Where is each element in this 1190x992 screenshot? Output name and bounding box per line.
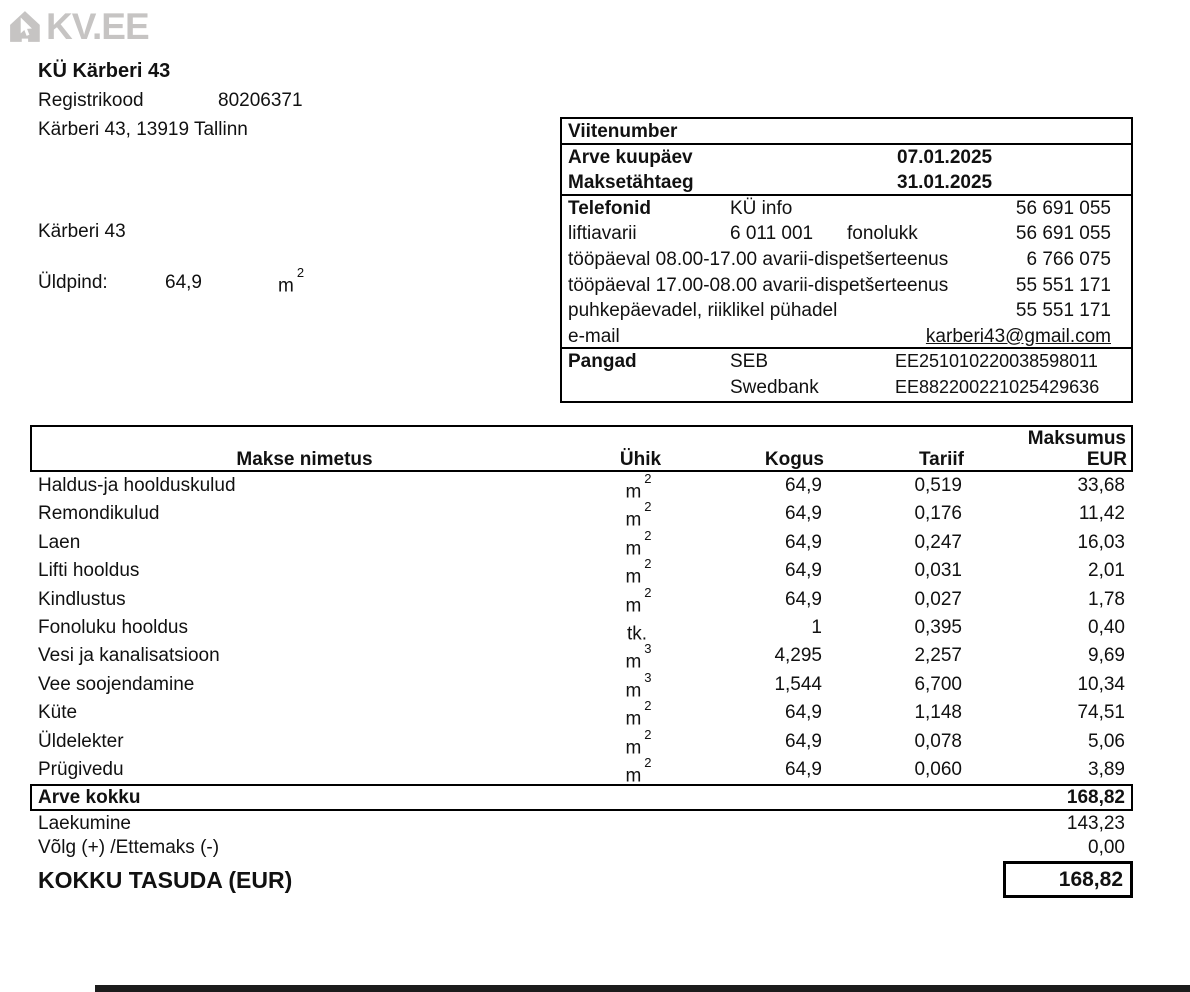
table-row: Fonoluku hooldus tk. 1 0,395 0,40 — [38, 616, 1125, 645]
bank-row-swedbank — [562, 375, 1131, 401]
registry-label: Registrikood — [38, 90, 144, 111]
email-label: e-mail — [568, 325, 620, 347]
house-cursor-icon — [8, 10, 44, 44]
table-row: Laen $m^2$ 64,9 0,247 16,03 — [38, 527, 1125, 560]
door-number: 56 691 055 — [1015, 223, 1111, 245]
received-value: 143,23 — [1066, 813, 1125, 835]
night-service-row — [562, 273, 1131, 299]
due-date-label: Maksetähtaeg — [568, 172, 694, 194]
area-value: 64,9 — [165, 272, 202, 293]
header-quantity: Kogus — [764, 449, 824, 470]
invoice-info-box — [560, 117, 1133, 403]
day-service-row — [562, 247, 1131, 273]
invoice-date-value: 07.01.2025 — [897, 146, 993, 168]
association-name: KÜ Kärberi 43 — [38, 60, 171, 82]
debt-row — [30, 836, 1133, 859]
email-row — [562, 324, 1131, 350]
invoice-date-row — [562, 145, 1131, 171]
header-eur: EUR — [1086, 449, 1127, 470]
lift-label: liftiavarii — [568, 223, 637, 245]
night-service-label: tööpäeval 17.00-08.00 avarii-dispetšerteenus — [568, 274, 949, 296]
ku-info-label: KÜ info — [730, 197, 793, 219]
night-service-number: 55 551 171 — [1015, 274, 1111, 296]
header-maksumus: Maksumus — [1027, 428, 1126, 449]
header-columns — [32, 449, 1131, 470]
header-unit: Ühik — [619, 449, 662, 470]
bank-name: Swedbank — [730, 376, 819, 398]
door-label: fonolukk — [847, 223, 918, 245]
page-bottom-bar — [95, 985, 1190, 992]
area-label: Üldpind: — [38, 272, 108, 293]
association-address: Kärberi 43, 13919 Tallinn — [38, 119, 248, 140]
debt-label: Võlg (+) /Ettemaks (-) — [38, 837, 220, 859]
holiday-service-row — [562, 298, 1131, 324]
table-row: Vee soojendamine $m^3$ 1,544 6,700 10,34 — [38, 669, 1125, 702]
area-unit: $m^2$ — [278, 265, 305, 297]
due-date-value: 31.01.2025 — [897, 172, 993, 194]
due-date-row — [562, 170, 1131, 196]
table-row: Küte $m^2$ 64,9 1,148 74,51 — [38, 698, 1125, 730]
table-row: Vesi ja kanalisatsioon $m^3$ 4,295 2,257 9,69 — [38, 641, 1125, 673]
invoice-total-value: 168,82 — [1066, 787, 1125, 809]
debt-value: 0,00 — [1088, 837, 1125, 859]
ku-info-number: 56 691 055 — [1015, 197, 1111, 219]
table-row: Üldelekter $m^2$ 64,9 0,078 5,06 — [38, 726, 1125, 758]
invoice-total-label: Arve kokku — [38, 787, 141, 809]
total-payable-value: 168,82 — [1003, 861, 1133, 898]
object-name: Kärberi 43 — [38, 221, 126, 242]
total-payable-label: KOKKU TASUDA (EUR) — [38, 867, 293, 894]
phones-row — [562, 196, 1131, 222]
reference-label: Viitenumber — [568, 121, 678, 142]
registry-code: 80206371 — [218, 90, 303, 111]
charges-table — [30, 425, 1133, 901]
holiday-service-number: 55 551 171 — [1015, 300, 1111, 322]
reference-number-row — [562, 119, 1131, 145]
bank-iban: EE882200221025429636 — [895, 376, 1100, 397]
logo-text: KV.EE — [46, 6, 149, 47]
bank-row-seb — [562, 349, 1131, 375]
table-row: Lifti hooldus $m^2$ 64,9 0,031 2,01 — [38, 556, 1125, 588]
banks-label: Pangad — [568, 351, 637, 373]
received-row — [30, 811, 1133, 836]
lift-phone-row — [562, 221, 1131, 247]
table-header — [30, 425, 1133, 472]
total-payable-row — [30, 861, 1133, 901]
table-row: Haldus-ja hoolduskulud $m^2$ 64,9 0,519 33,68 — [38, 471, 1125, 503]
day-service-label: tööpäeval 08.00-17.00 avarii-dispetšerteenus — [568, 248, 949, 270]
table-row: Prügivedu $m^2$ 64,9 0,060 3,89 — [38, 754, 1125, 787]
area-row — [38, 265, 305, 297]
kvee-logo — [8, 6, 149, 48]
table-row: Kindlustus $m^2$ 64,9 0,027 1,78 — [38, 584, 1125, 616]
invoice-date-label: Arve kuupäev — [568, 146, 693, 168]
email-address[interactable]: karberi43@gmail.com — [925, 325, 1111, 347]
header-name: Makse nimetus — [236, 449, 373, 470]
header-tariff: Tariif — [918, 449, 964, 470]
holiday-service-label: puhkepäevadel, riiklikel pühadel — [568, 300, 838, 322]
table-row: Remondikulud $m^2$ 64,9 0,176 11,42 — [38, 499, 1125, 531]
bank-iban: EE251010220038598011 — [895, 351, 1098, 372]
lift-number: 6 011 001 — [730, 223, 814, 245]
received-label: Laekumine — [38, 813, 131, 835]
phones-label: Telefonid — [568, 197, 652, 219]
registry-row — [38, 90, 303, 112]
bank-name: SEB — [730, 351, 769, 373]
day-service-number: 6 766 075 — [1026, 248, 1111, 270]
